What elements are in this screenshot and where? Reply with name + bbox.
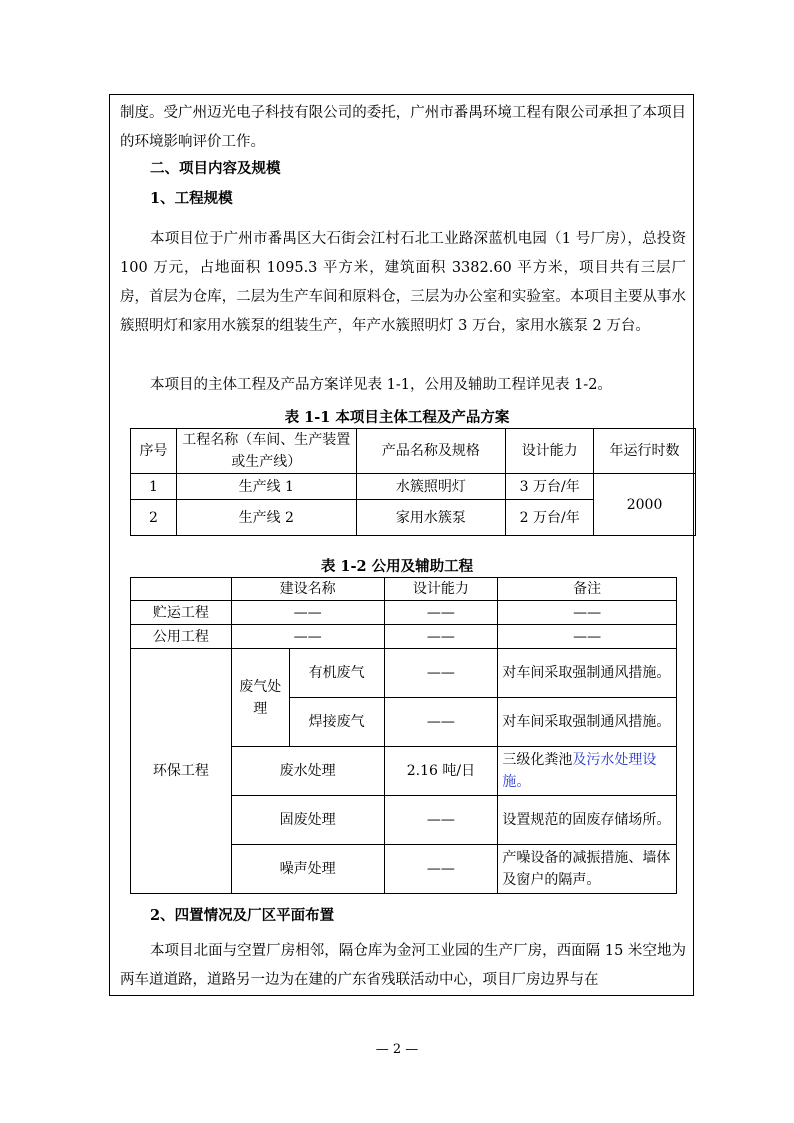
cell-water-capacity: 2.16 吨/日 [384, 747, 498, 796]
cell-line: 生产线 1 [176, 474, 356, 500]
section-heading-2: 二、项目内容及规模 [150, 160, 281, 177]
water-note-text: 三级化粪池 [502, 752, 573, 768]
subheading-scale: 1、工程规模 [150, 190, 233, 207]
water-note-highlight: 及污水处理设施。 [502, 752, 657, 790]
cell-product: 家用水簇泵 [356, 500, 506, 536]
table-public-auxiliary [130, 577, 677, 894]
cell-dash: —— [384, 601, 498, 625]
th-hours: 年运行时数 [594, 429, 696, 474]
page-number: — 2 — [375, 1042, 419, 1057]
table2-header-row [131, 578, 677, 601]
cell-hours: 2000 [594, 474, 696, 536]
cell-capacity: 2 万台/年 [506, 500, 594, 536]
th-note: 备注 [498, 578, 677, 601]
cell-dash: —— [384, 698, 498, 747]
cell-dash: —— [498, 601, 677, 625]
cell-no: 1 [131, 474, 177, 500]
cell-capacity: 3 万台/年 [506, 474, 594, 500]
table2-caption: 表 1-2 公用及辅助工程 [320, 558, 474, 575]
cell-storage: 贮运工程 [131, 601, 232, 625]
cell-water: 废水处理 [231, 747, 384, 796]
table-row [131, 649, 677, 698]
cell-weld: 焊接废气 [289, 698, 384, 747]
cell-env: 环保工程 [131, 649, 232, 894]
cell-dash: —— [384, 845, 498, 894]
table-main-engineering [130, 428, 696, 536]
cell-dash: —— [384, 796, 498, 845]
table-row [131, 625, 677, 649]
paragraph-scale: 本项目位于广州市番禺区大石街会江村石北工业路深蓝机电园（1 号厂房），总投资 100 万元，占地面积 1095.3 平方米，建筑面积 3382.60 平方米，项目共有三层厂房，首层为仓库，二层为生产车间和原料仓，三层为办公室和实验室。本项目主要从事水簇照明灯和家用水簇泵的组装生产，年产水簇照明灯 3 万台，家用水簇泵 2 万台。 [120, 231, 686, 334]
cell-organic: 有机废气 [289, 649, 384, 698]
cell-dash: —— [231, 625, 384, 649]
cell-dash: —— [231, 601, 384, 625]
th-blank [131, 578, 232, 601]
cell-public: 公用工程 [131, 625, 232, 649]
th-capacity: 设计能力 [506, 429, 594, 474]
table1-caption: 表 1-1 本项目主体工程及产品方案 [284, 409, 510, 426]
subheading-surroundings: 2、四置情况及厂区平面布置 [150, 907, 335, 924]
cell-dash: —— [384, 625, 498, 649]
table-row [131, 474, 696, 500]
paragraph-table-ref: 本项目的主体工程及产品方案详见表 1-1，公用及辅助工程详见表 1-2。 [150, 377, 612, 393]
cell-gas: 废气处理 [231, 649, 289, 747]
cell-solid: 固废处理 [231, 796, 384, 845]
cell-weld-note: 对车间采取强制通风措施。 [498, 698, 677, 747]
cell-dash: —— [384, 649, 498, 698]
table-row [131, 601, 677, 625]
cell-no: 2 [131, 500, 177, 536]
cell-dash: —— [498, 625, 677, 649]
cell-line: 生产线 2 [176, 500, 356, 536]
th-capacity: 设计能力 [384, 578, 498, 601]
cell-organic-note: 对车间采取强制通风措施。 [498, 649, 677, 698]
cell-water-note [498, 747, 677, 796]
cell-noise: 噪声处理 [231, 845, 384, 894]
th-product: 产品名称及规格 [356, 429, 506, 474]
th-no: 序号 [131, 429, 177, 474]
th-project: 工程名称（车间、生产装置或生产线） [176, 429, 356, 474]
cell-solid-note: 设置规范的固废存储场所。 [498, 796, 677, 845]
cell-product: 水簇照明灯 [356, 474, 506, 500]
paragraph-intro-end: 制度。受广州迈光电子科技有限公司的委托，广州市番禺环境工程有限公司承担了本项目的环境影响评价工作。 [120, 105, 686, 150]
th-name: 建设名称 [231, 578, 384, 601]
cell-noise-note: 产噪设备的减振措施、墙体及窗户的隔声。 [498, 845, 677, 894]
table1-header-row [131, 429, 696, 474]
paragraph-surroundings: 本项目北面与空置厂房相邻，隔仓库为金河工业园的生产厂房，西面隔 15 米空地为两车道道路，道路另一边为在建的广东省残联活动中心，项目厂房边界与在 [120, 943, 686, 988]
